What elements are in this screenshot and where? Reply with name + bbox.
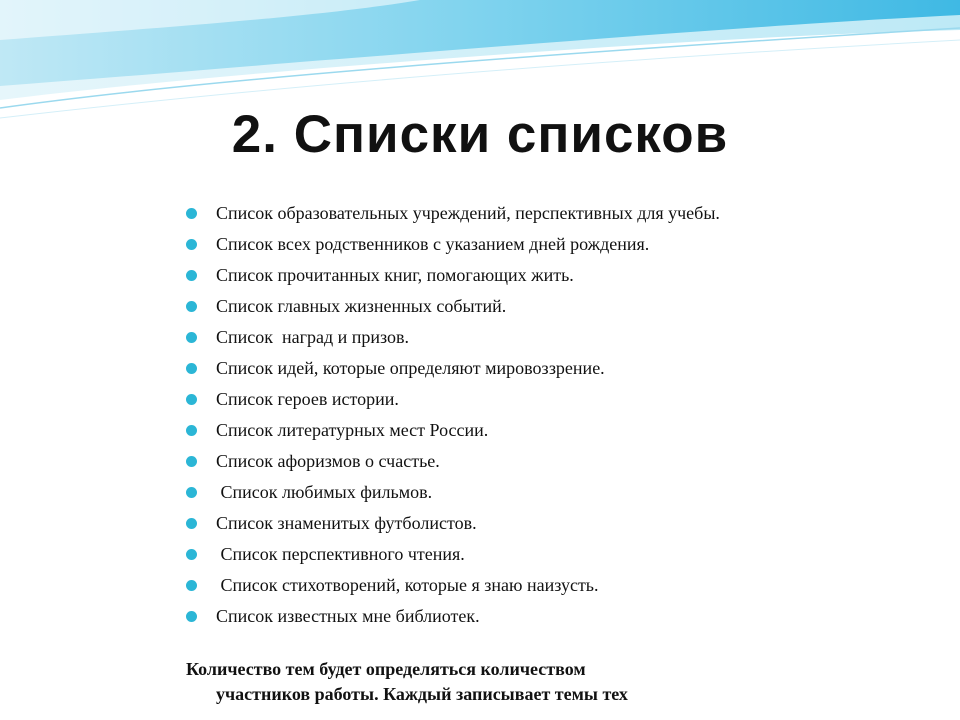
list-item — [186, 294, 746, 318]
list-item — [186, 263, 746, 287]
list-item-text: Список афоризмов о счастье. — [216, 451, 440, 471]
list-item-text: Список всех родственников с указанием дней рождения. — [216, 234, 650, 254]
footer-note — [186, 657, 786, 707]
bullet-icon — [186, 487, 197, 498]
list-item — [186, 418, 746, 442]
list-item — [186, 542, 746, 566]
list-item — [186, 325, 746, 349]
bullet-icon — [186, 301, 197, 312]
bullet-icon — [186, 456, 197, 467]
bullet-icon — [186, 208, 197, 219]
list-item — [186, 480, 746, 504]
footer-line-2: участников работы. Каждый записывает темы тех — [216, 684, 628, 704]
topic-list — [186, 201, 746, 635]
list-item-text: Список идей, которые определяют мировоззрение. — [216, 358, 605, 378]
list-item-text: Список главных жизненных событий. — [216, 296, 507, 316]
list-item — [186, 387, 746, 411]
bullet-icon — [186, 394, 197, 405]
list-item-text: Список перспективного чтения. — [216, 544, 465, 564]
bullet-icon — [186, 239, 197, 250]
list-item — [186, 449, 746, 473]
list-item — [186, 573, 746, 597]
list-item-text: Список известных мне библиотек. — [216, 606, 480, 626]
bullet-icon — [186, 332, 197, 343]
list-item — [186, 201, 746, 225]
list-item-text: Список литературных мест России. — [216, 420, 489, 440]
list-item — [186, 232, 746, 256]
list-item — [186, 356, 746, 380]
footer-line-1: Количество тем будет определяться количеством — [186, 659, 586, 679]
list-item — [186, 511, 746, 535]
bullet-icon — [186, 270, 197, 281]
list-item — [186, 604, 746, 628]
list-item-text: Список наград и призов. — [216, 327, 410, 347]
list-item-text: Список героев истории. — [216, 389, 399, 409]
bullet-icon — [186, 518, 197, 529]
list-item-text: Список любимых фильмов. — [216, 482, 433, 502]
list-item-text: Список прочитанных книг, помогающих жить. — [216, 265, 574, 285]
slide-title: 2. Списки списков — [231, 105, 729, 164]
list-item-text: Список образовательных учреждений, перспективных для учебы. — [216, 203, 720, 223]
list-item-text: Список знаменитых футболистов. — [216, 513, 477, 533]
bullet-icon — [186, 611, 197, 622]
bullet-icon — [186, 580, 197, 591]
bullet-icon — [186, 425, 197, 436]
bullet-icon — [186, 363, 197, 374]
bullet-icon — [186, 549, 197, 560]
list-item-text: Список стихотворений, которые я знаю наизусть. — [216, 575, 599, 595]
